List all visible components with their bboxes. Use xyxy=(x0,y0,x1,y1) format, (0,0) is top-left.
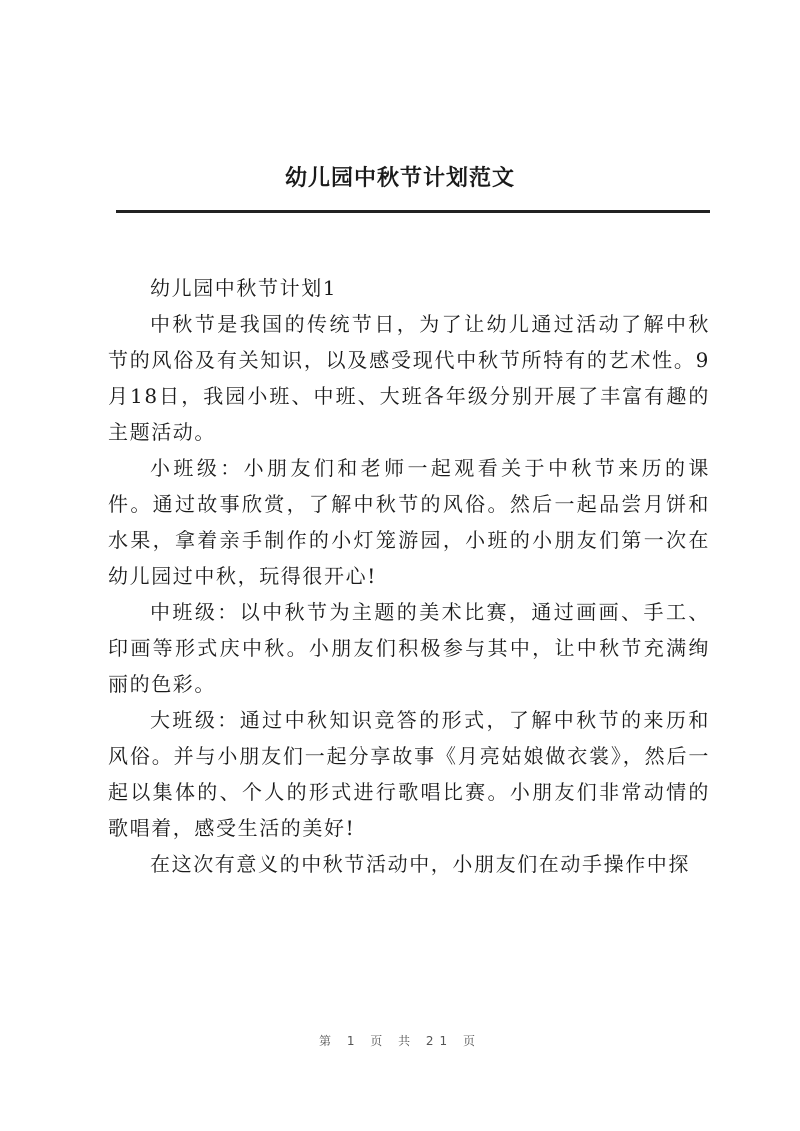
document-body xyxy=(108,270,710,882)
paragraph-large-class: 大班级：通过中秋知识竞答的形式，了解中秋节的来历和风俗。并与小朋友们一起分享故事《月亮姑娘做衣裳》，然后一起以集体的、个人的形式进行歌唱比赛。小朋友们非常动情的歌唱着，感受生活的美好! xyxy=(108,708,710,840)
title-divider xyxy=(116,210,710,213)
paragraph-closing: 在这次有意义的中秋节活动中，小朋友们在动手操作中探 xyxy=(150,852,690,876)
paragraph-middle-class: 中班级：以中秋节为主题的美术比赛，通过画画、手工、印画等形式庆中秋。小朋友们积极参与其中，让中秋节充满绚丽的色彩。 xyxy=(108,600,710,696)
page-title: 幼儿园中秋节计划范文 xyxy=(284,165,515,191)
page-number-footer: 第 1 页 共 21 页 xyxy=(319,1034,481,1048)
section-heading: 幼儿园中秋节计划1 xyxy=(150,276,338,300)
paragraph-intro: 中秋节是我国的传统节日，为了让幼儿通过活动了解中秋节的风俗及有关知识，以及感受现代中秋节所特有的艺术性。9月18日，我园小班、中班、大班各年级分别开展了丰富有趣的主题活动。 xyxy=(108,312,710,444)
paragraph-small-class: 小班级：小朋友们和老师一起观看关于中秋节来历的课件。通过故事欣赏，了解中秋节的风俗。然后一起品尝月饼和水果，拿着亲手制作的小灯笼游园，小班的小朋友们第一次在幼儿园过中秋，玩得很开心! xyxy=(108,456,710,588)
